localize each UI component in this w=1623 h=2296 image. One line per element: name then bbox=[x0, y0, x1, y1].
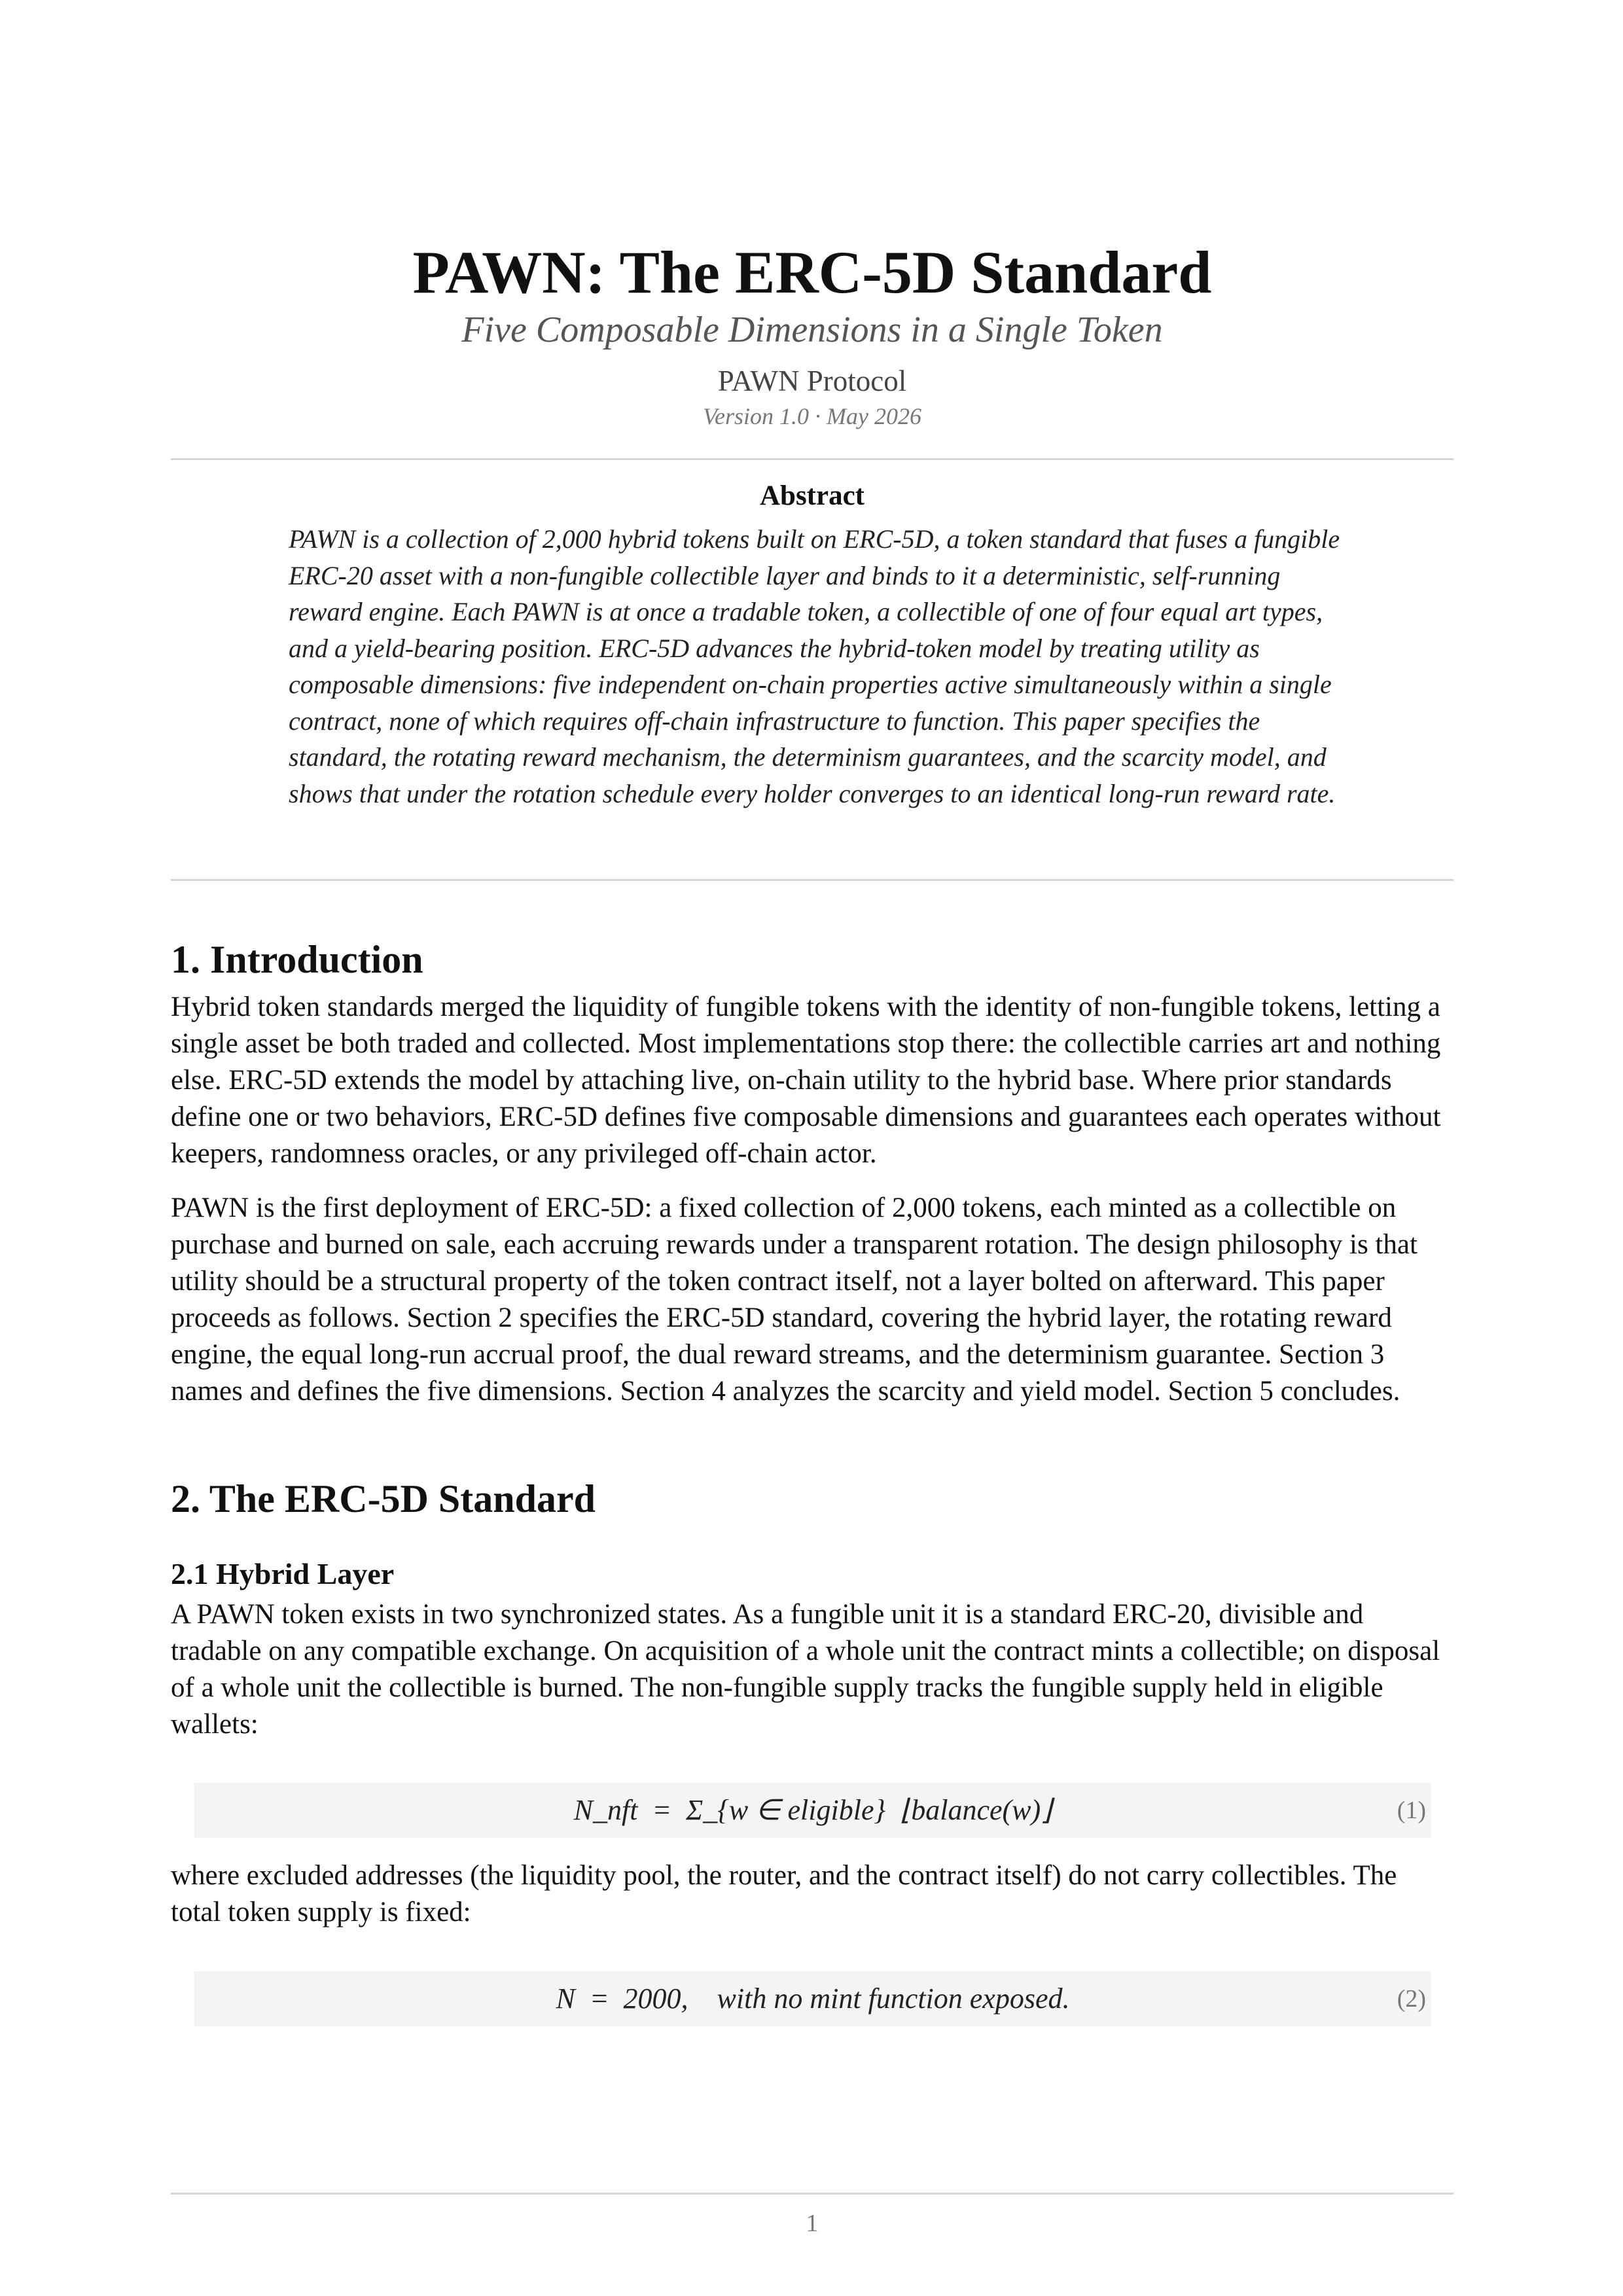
footer-divider bbox=[171, 2193, 1454, 2195]
intro-paragraph-1: Hybrid token standards merged the liquidity of fungible tokens with the identity of non-fungible tokens, letting a single asset be both traded and collected. Most implementations stop there: the collectible carries art and nothing else. ERC-5D extends the model by attaching live, on-chain utility to the hybrid base. Where prior standards define one or two behaviors, ERC-5D defines five composable dimensions and guarantees each operates without keepers, randomness oracles, or any privileged off-chain actor. bbox=[171, 992, 1441, 1169]
page-number: 1 bbox=[806, 2210, 819, 2237]
section-heading-introduction: 1. Introduction bbox=[171, 938, 423, 981]
abstract-text: PAWN is a collection of 2,000 hybrid tokens built on ERC-5D, a token standard that fuses a fungible ERC-20 asset with a non-fungible collectible layer and binds to it a deterministic, self-running reward engine. Each PAWN is at once a tradable token, a collectible of one of four equal art types, and a yield-bearing position. ERC-5D advances the hybrid-token model by treating utility as composable dimensions: five independent on-chain properties active simultaneously within a single contract, none of which requires off-chain infrastructure to function. This paper specifies the standard, the rotating reward mechanism, the determinism guarantees, and the scarcity model, and shows that under the rotation schedule every holder converges to an identical long-run reward rate. bbox=[289, 524, 1340, 808]
equation-1-body: N_nft = Σ_{w ∈ eligible} ⌊balance(w)⌋ bbox=[573, 1794, 1052, 1826]
intro-paragraph-2: PAWN is the first deployment of ERC-5D: a fixed collection of 2,000 tokens, each minted as a collectible on purchase and burned on sale, each accruing rewards under a transparent rotation. The design philosophy is that utility should be a structural property of the token contract itself, not a layer bolted on afterward. This paper proceeds as follows. Section 2 specifies the ERC-5D standard, covering the hybrid layer, the rotating reward engine, the equal long-run accrual proof, the dual reward streams, and the determinism guarantee. Section 3 names and defines the five dimensions. Section 4 analyzes the scarcity and yield model. Section 5 concludes. bbox=[171, 1193, 1418, 1407]
abstract-heading: Abstract bbox=[759, 480, 865, 511]
subsection-heading-hybrid-layer: 2.1 Hybrid Layer bbox=[171, 1557, 395, 1590]
paper-subtitle: Five Composable Dimensions in a Single Token bbox=[461, 310, 1163, 350]
header-divider bbox=[171, 458, 1454, 460]
paper-author: PAWN Protocol bbox=[717, 365, 907, 397]
equation-1-number: (1) bbox=[1397, 1797, 1426, 1824]
equation-1 bbox=[194, 1783, 1431, 1838]
paper-version: Version 1.0 · May 2026 bbox=[703, 403, 921, 429]
equation-2 bbox=[194, 1971, 1431, 2026]
abstract-divider bbox=[171, 879, 1454, 881]
section-heading-standard: 2. The ERC-5D Standard bbox=[171, 1477, 596, 1520]
equation-2-body: N = 2000, with no mint function exposed. bbox=[556, 1982, 1070, 2015]
hybrid-layer-paragraph-1: A PAWN token exists in two synchronized states. As a fungible unit it is a standard ERC-20, divisible and tradable on any compatible exchange. On acquisition of a whole unit the contract mints a collectible; on disposal of a whole unit the collectible is burned. The non-fungible supply tracks the fungible supply held in eligible wallets: bbox=[171, 1599, 1440, 1740]
equation-2-number: (2) bbox=[1397, 1985, 1426, 2013]
paper-title: PAWN: The ERC-5D Standard bbox=[412, 239, 1212, 306]
hybrid-layer-paragraph-2: where excluded addresses (the liquidity pool, the router, and the contract itself) do not carry collectibles. The total token supply is fixed: bbox=[171, 1860, 1397, 1928]
